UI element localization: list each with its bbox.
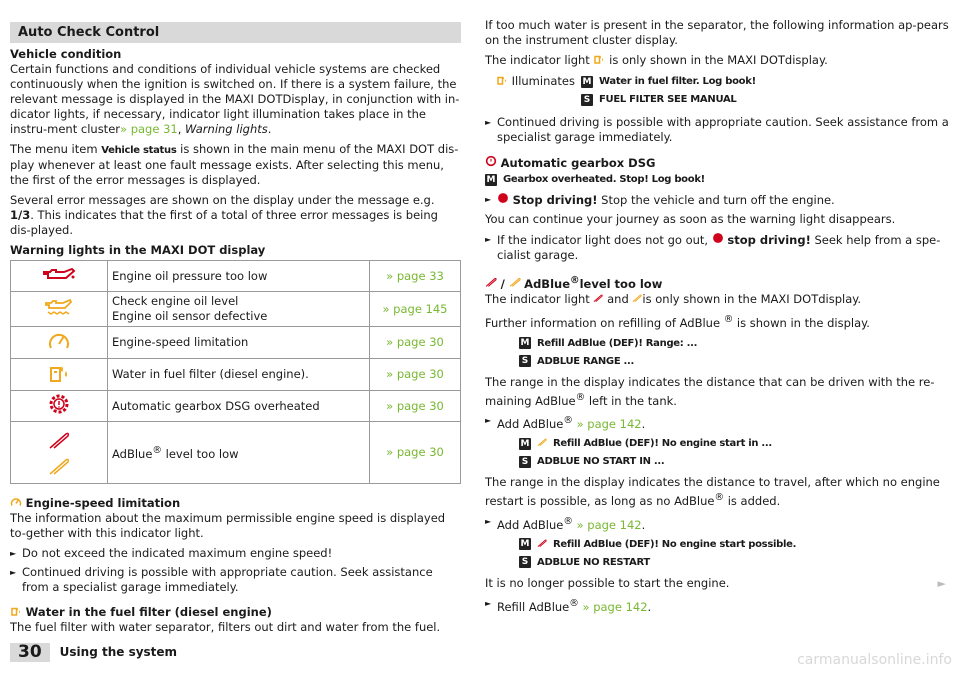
- range-text-a: The range in the display indicates the distance that can be driven with the re-maining AdBlue: [485, 374, 935, 408]
- fuel-filter-inline-icon: [593, 53, 605, 67]
- dsg-message-row: [485, 172, 950, 187]
- stop-text: Stop the vehicle and turn off the engine.: [597, 193, 835, 207]
- watermark: carmanualsonline.info: [797, 652, 952, 668]
- page-ref-link[interactable]: » page 33: [370, 261, 461, 292]
- fuel-filter-icon: [11, 359, 108, 391]
- adblue-title-tail: level too low: [579, 276, 663, 291]
- registered-mark: ®: [714, 492, 725, 504]
- registered-mark: ®: [152, 445, 162, 457]
- left-column: [10, 22, 461, 640]
- chapter-title: Using the system: [59, 645, 178, 659]
- nostart-display-messages: [485, 436, 950, 469]
- menu-text-a: The menu item: [10, 142, 102, 156]
- desc-tail: level too low: [162, 446, 239, 461]
- registered-mark: ®: [570, 275, 580, 286]
- speed-limit-title: Engine-speed limitation: [25, 496, 181, 510]
- m-badge: M: [582, 76, 592, 87]
- indicator-note-b: is only shown in the MAXI DOTdisplay.: [605, 53, 828, 67]
- oil-can-icon: [11, 261, 108, 292]
- fuel-filter-title: Water in the fuel filter (diesel engine): [25, 605, 272, 619]
- adblue-note-b: is only shown in the MAXI DOTdisplay.: [642, 291, 862, 306]
- s-badge: S: [519, 355, 531, 367]
- m-badge: M: [520, 338, 530, 349]
- page-142-link[interactable]: » page 142: [576, 517, 642, 532]
- dsg-section: [485, 155, 950, 171]
- adblue-title: AdBlue: [524, 276, 570, 291]
- registered-mark: ®: [563, 415, 573, 427]
- bullet-item: [485, 413, 950, 432]
- bullet-item: [485, 596, 950, 615]
- s-badge: S: [519, 456, 531, 468]
- right-column: [485, 18, 950, 619]
- desc-line-1: Check engine oil level: [112, 294, 239, 308]
- adblue-indicator-note: [485, 292, 950, 307]
- vehicle-condition-title: Vehicle condition: [10, 47, 122, 61]
- bullet-item: [485, 514, 950, 533]
- refill-adblue-text: Refill AdBlue: [497, 599, 570, 614]
- add-adblue-text: Add AdBlue: [497, 517, 564, 532]
- page-ref-link[interactable]: » page 30: [370, 422, 461, 484]
- menu-item-paragraph: [10, 142, 461, 188]
- adblue-info-b: is shown in the display.: [733, 315, 870, 330]
- vehicle-status-menu-item: Vehicle status: [101, 145, 177, 156]
- continue-text: You can continue your journey as soon as the warning light disappears.: [485, 212, 896, 226]
- nostart-text: [485, 475, 950, 509]
- table-row: [11, 422, 461, 484]
- gear-warning-red-icon: [497, 193, 509, 207]
- table-cell: Engine oil pressure too low: [108, 261, 370, 292]
- nostart-text-b: is added.: [724, 494, 781, 509]
- bullet-item: [485, 232, 950, 263]
- section-heading: Auto Check Control: [10, 22, 461, 43]
- bullet-item: ► Do not exceed the indicated maximum engine speed!: [10, 546, 461, 561]
- illuminates-label: [485, 74, 581, 89]
- range-text: [485, 375, 950, 409]
- page-ref-link[interactable]: » page 30: [370, 391, 461, 422]
- m-badge: M: [520, 438, 530, 449]
- table-title: Warning lights in the MAXI DOT display: [10, 243, 266, 257]
- adblue-section: [485, 273, 950, 292]
- period: .: [267, 122, 272, 136]
- display-message: Refill AdBlue (DEF)! No engine start in ...: [553, 438, 772, 450]
- range-text-b: left in the tank.: [585, 393, 677, 408]
- gear-warning-icon: [11, 391, 108, 422]
- warning-lights-table: [10, 260, 461, 484]
- m-badge: M: [486, 174, 496, 185]
- page-ref-link[interactable]: » page 145: [370, 292, 461, 327]
- display-message: FUEL FILTER SEE MANUAL: [599, 94, 737, 105]
- fuel-filter-section: [10, 605, 461, 635]
- display-message: Refill AdBlue (DEF)! No engine start possible.: [553, 538, 797, 550]
- adblue-red-icon: [485, 277, 497, 291]
- period: .: [647, 599, 652, 614]
- fuel-filter-text: The fuel filter with water separator, filters out dirt and water from the fuel.: [10, 620, 441, 634]
- error-messages-paragraph: [10, 193, 461, 238]
- errors-text-a: Several error messages are shown on the display under the message e.g.: [10, 193, 435, 207]
- page-142-link[interactable]: » page 142: [576, 417, 642, 432]
- range-display-messages: [485, 336, 950, 369]
- bullet-item: [485, 192, 950, 208]
- stop-driving: Stop driving!: [512, 193, 598, 207]
- dsg-title: Automatic gearbox DSG: [500, 156, 656, 170]
- adblue-info: [485, 312, 950, 331]
- adblue-orange-icon: [509, 277, 521, 291]
- add-adblue-text: Add AdBlue: [497, 417, 564, 432]
- display-message: Gearbox overheated. Stop! Log book!: [503, 174, 705, 185]
- table-row: [11, 359, 461, 391]
- period: .: [641, 517, 646, 532]
- table-cell: [108, 292, 370, 327]
- table-row: [11, 327, 461, 359]
- errors-text-b: . This indicates that the first of a total of three error messages is being dis-played.: [10, 208, 438, 237]
- speed-limitation-section: [10, 496, 461, 541]
- indicator-note-a: The indicator light: [485, 53, 594, 67]
- registered-mark: ®: [563, 516, 573, 528]
- adblue-orange-icon: [632, 292, 642, 306]
- continue-arrow-icon: ►: [937, 577, 946, 590]
- menu-text-b: is shown in the main menu of the MAXI DOT dis-play whenever at least one fault message exists. After selecting this menu, the first of the error messages is displayed.: [10, 142, 459, 187]
- if-not-text-b: Seek help from a spe-cialist garage.: [497, 233, 941, 262]
- table-row: [11, 292, 461, 327]
- adblue-orange-icon: [537, 436, 547, 451]
- norestart-display-messages: [485, 537, 950, 570]
- page-ref-link[interactable]: » page 30: [370, 327, 461, 359]
- table-row: [11, 391, 461, 422]
- if-not-text-a: If the indicator light does not go out,: [497, 233, 712, 247]
- oil-level-icon: [11, 292, 108, 327]
- desc-line-2: Engine oil sensor defective: [112, 309, 268, 323]
- registered-mark: ®: [575, 391, 586, 403]
- table-row: [11, 261, 461, 292]
- gear-warning-red-icon: [712, 233, 724, 247]
- adblue-note-a: The indicator light: [485, 291, 594, 306]
- s-badge: S: [519, 556, 531, 568]
- table-cell: Engine-speed limitation: [108, 327, 370, 359]
- display-message: ADBLUE RANGE ...: [537, 355, 635, 367]
- display-message: Refill AdBlue (DEF)! Range: ...: [537, 337, 698, 349]
- page-ref-link[interactable]: » page 30: [370, 359, 461, 391]
- vehicle-condition: Vehicle condition Certain functions and conditions of individual vehicle systems are checked continuously when the ignition is switched on. If there is a system failure, the relevant message is displayed in the MAXI DOTDisplay, in conjunction with in-dicator lights, if necessary, indicator light illumination takes place in the instru-ment cluster» page 31, Warning lights.: [10, 47, 460, 136]
- adblue-red-icon: [537, 537, 547, 552]
- nostart-text-a: The range in the display indicates the distance to travel, after which no engine restart is possible, as long as no AdBlue: [485, 475, 940, 509]
- no-longer-text: It is no longer possible to start the engine.: [485, 575, 730, 590]
- example-count: 1/3: [10, 208, 31, 222]
- speed-limit-icon: [11, 327, 108, 359]
- registered-mark: ®: [723, 313, 734, 325]
- adblue-red-icon: [593, 292, 603, 306]
- page-31-link[interactable]: » page 31: [120, 122, 178, 136]
- page-142-link[interactable]: » page 142: [582, 599, 648, 614]
- fuel-filter-small-icon: [10, 605, 22, 619]
- water-intro: If too much water is present in the separator, the following information ap-pears on the instrument cluster display.: [485, 18, 949, 47]
- speed-limit-text: The information about the maximum permissible engine speed is displayed to-gether with this indicator light.: [10, 511, 446, 540]
- water-display-messages: [485, 74, 950, 107]
- s-badge: S: [581, 94, 593, 106]
- warning-lights-label: Warning lights: [185, 122, 268, 136]
- illuminates-text: Illuminates: [511, 74, 575, 88]
- page-footer: [10, 643, 177, 662]
- m-badge: M: [520, 539, 530, 550]
- page-number: 30: [10, 643, 50, 662]
- gear-warning-small-icon: [485, 156, 497, 170]
- adblue-title-separator: /: [500, 276, 505, 291]
- adblue-info-a: Further information on refilling of AdBlue: [485, 315, 724, 330]
- vehicle-condition-text: Certain functions and conditions of individual vehicle systems are checked continuously when the ignition is switched on. If there is a system failure, the relevant message is displayed in the MAXI DOTDisplay, in conjunction with in-dicator lights, if necessary, indicator light illumination takes place in the instru-ment cluster: [10, 62, 460, 136]
- indicator-note: [485, 53, 950, 68]
- table-cell: [108, 422, 370, 484]
- bullet-item: ► Continued driving is possible with appropriate caution. Seek assistance from a specialist garage immediately.: [10, 565, 461, 595]
- display-message: Water in fuel filter. Log book!: [599, 76, 756, 87]
- table-cell: Automatic gearbox DSG overheated: [108, 391, 370, 422]
- display-message: ADBLUE NO RESTART: [537, 556, 650, 568]
- adblue-note-and: and: [603, 291, 633, 306]
- display-message: ADBLUE NO START IN ...: [537, 456, 665, 468]
- period: .: [641, 417, 646, 432]
- speed-limit-small-icon: [10, 496, 22, 510]
- registered-mark: ®: [569, 597, 579, 609]
- adblue-word: AdBlue: [112, 446, 153, 461]
- stop-driving: stop driving!: [727, 233, 811, 247]
- adblue-icon: [11, 422, 108, 484]
- bullet-item: ► Continued driving is possible with appropriate caution. Seek assistance from a specialist garage immediately.: [485, 115, 950, 145]
- table-cell: Water in fuel filter (diesel engine).: [108, 359, 370, 391]
